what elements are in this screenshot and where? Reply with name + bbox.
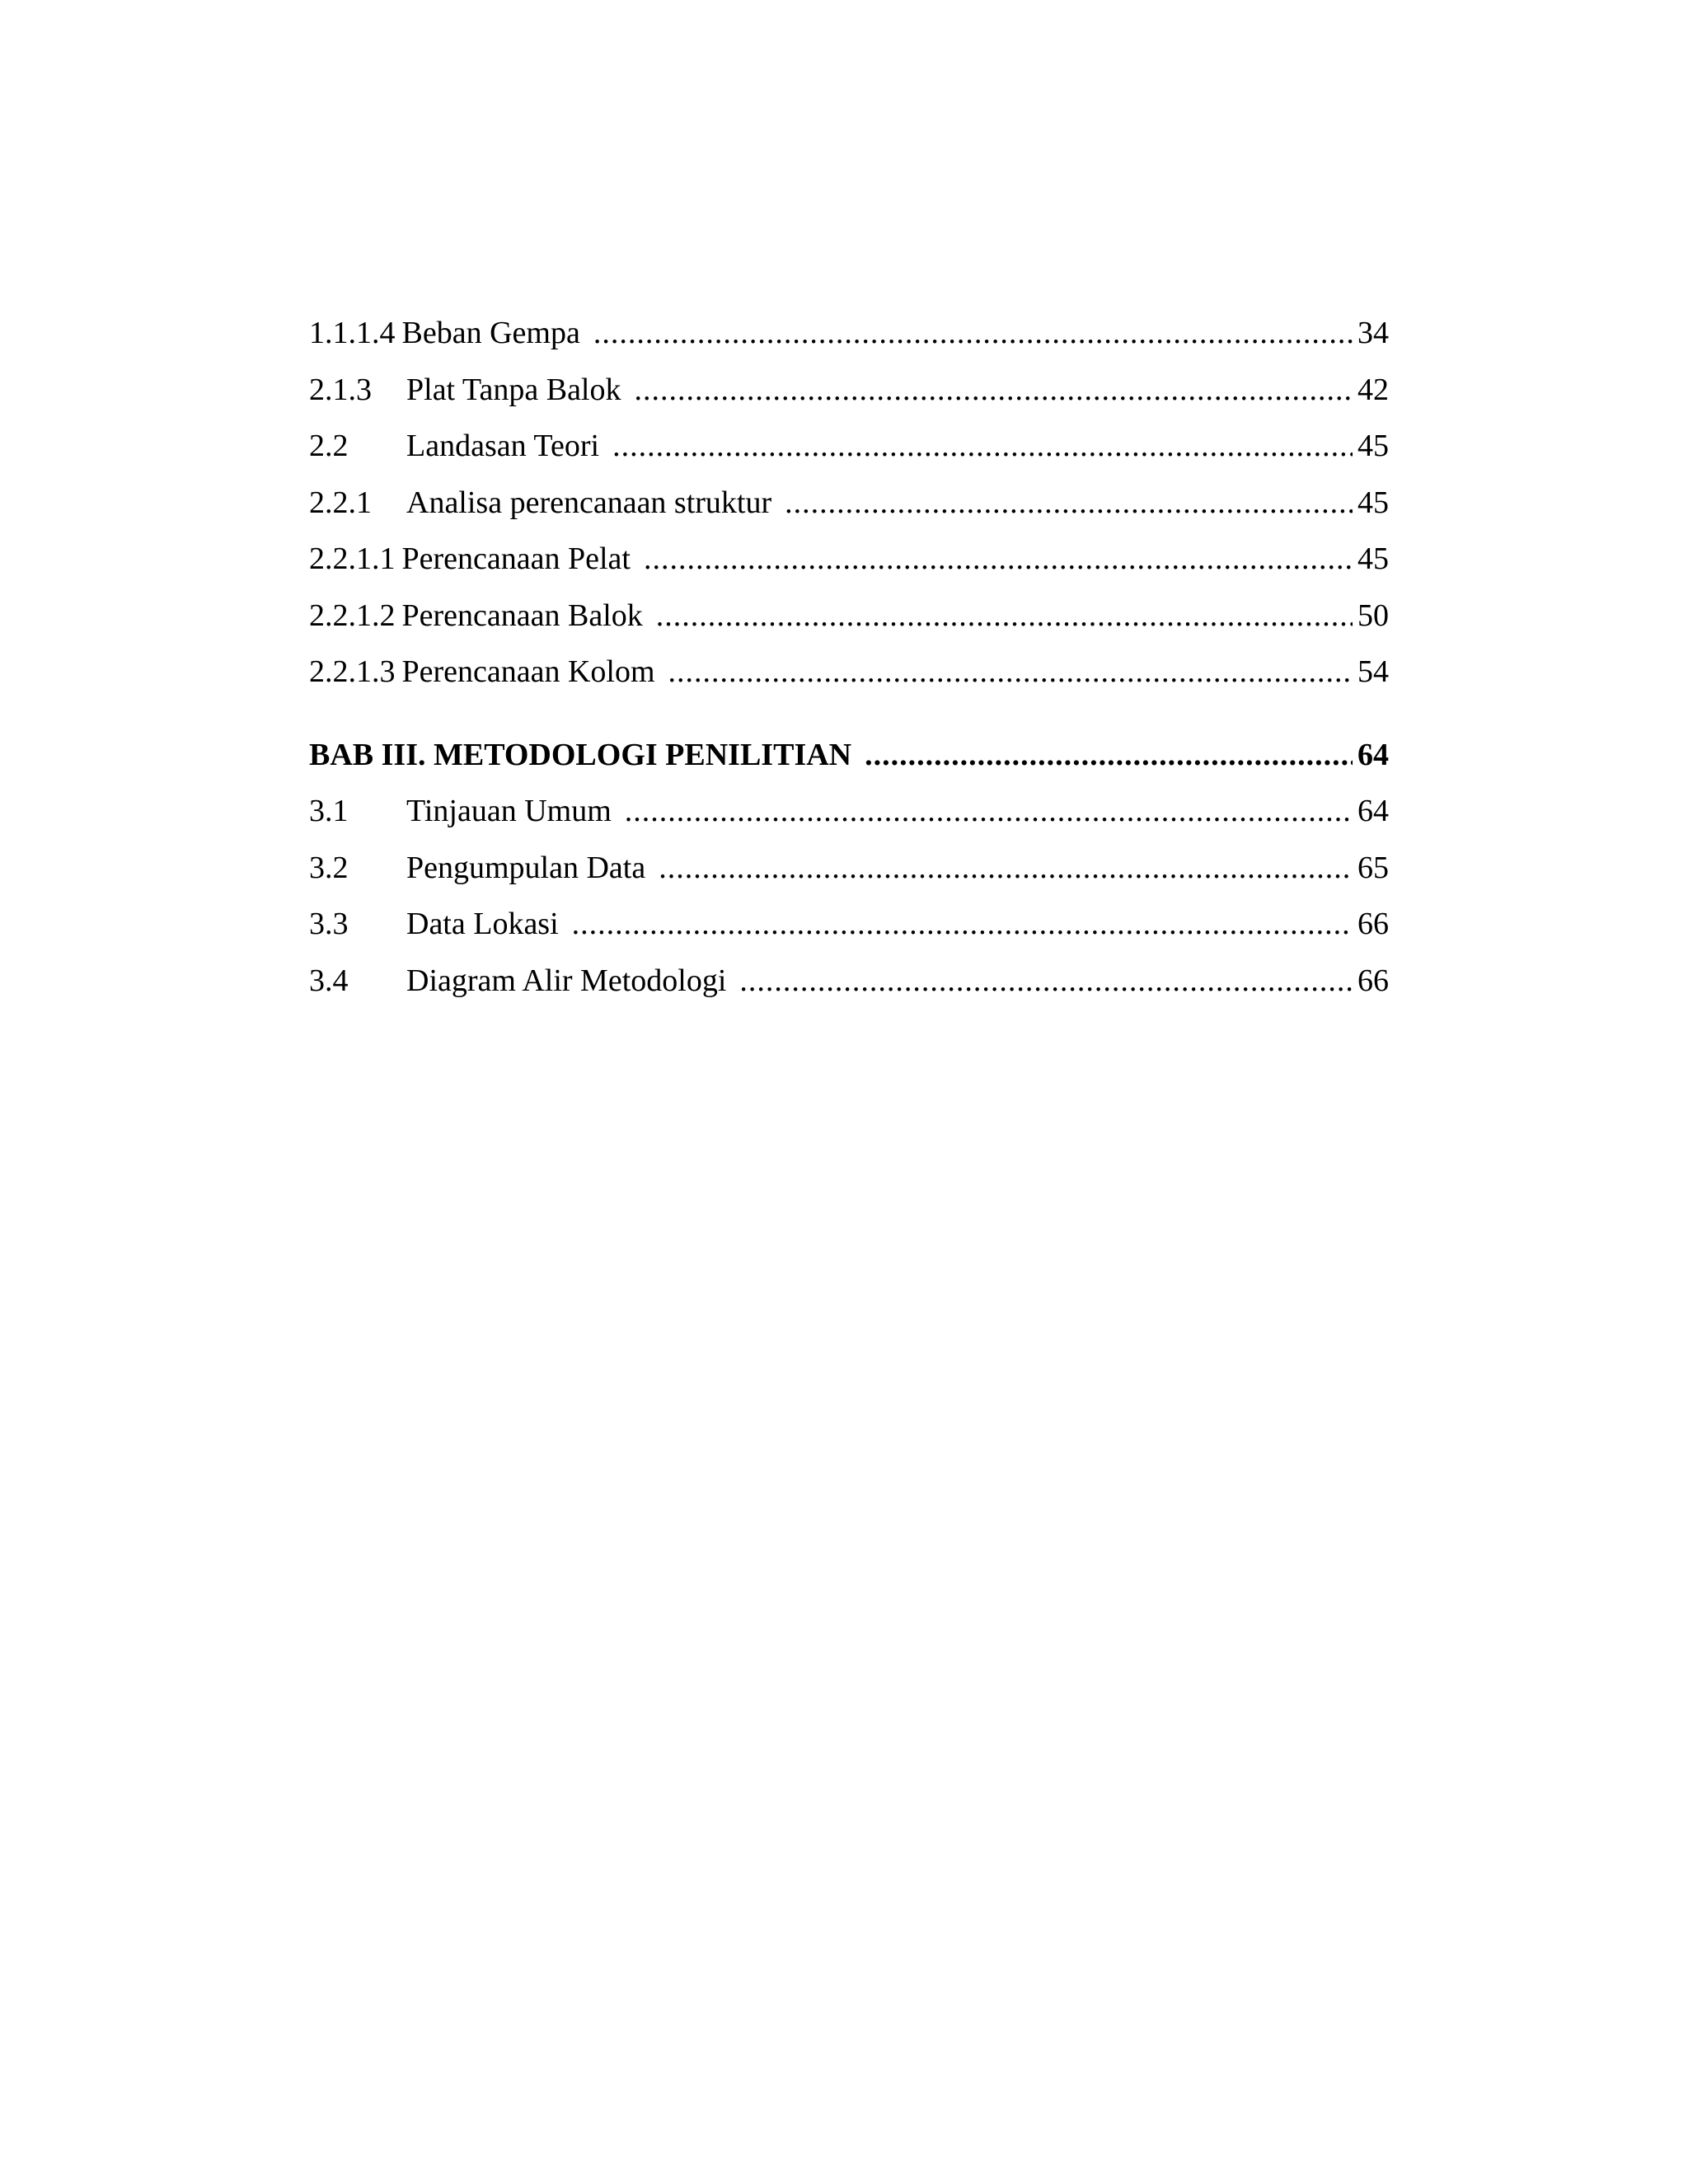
toc-entry-title: Perencanaan Balok — [401, 598, 643, 633]
toc-entry-number: 2.2 — [309, 429, 349, 463]
toc-entry-title: Pengumpulan Data — [406, 850, 646, 885]
toc-leader-dots — [593, 305, 1353, 362]
toc-entry-page: 45 — [1357, 485, 1389, 520]
toc-entry[interactable] — [309, 362, 1389, 419]
toc-entry-number: 3.1 — [309, 794, 349, 828]
toc-entry[interactable] — [309, 783, 1389, 840]
toc-leader-dots — [644, 531, 1353, 588]
toc-entry-title: Analisa perencanaan struktur — [406, 485, 772, 520]
toc-entry-page: 64 — [1357, 737, 1389, 772]
toc-entry-title: Data Lokasi — [406, 907, 559, 941]
toc-entry-title: Landasan Teori — [406, 429, 600, 463]
toc-leader-dots — [668, 644, 1353, 701]
toc-entry-page: 45 — [1357, 429, 1389, 463]
toc-entry-page: 54 — [1357, 654, 1389, 689]
toc-leader-dots — [625, 783, 1353, 840]
toc-entry-number: 2.2.1.1 — [309, 541, 396, 576]
toc-entry-page: 66 — [1357, 907, 1389, 941]
toc-entry-number: 2.2.1 — [309, 485, 372, 520]
toc-chapter-heading[interactable] — [309, 727, 1389, 784]
toc-entry-title: Perencanaan Kolom — [401, 654, 655, 689]
toc-entry-title: Perencanaan Pelat — [401, 541, 631, 576]
toc-entry-number: 3.2 — [309, 850, 349, 885]
table-of-contents — [309, 305, 1389, 1009]
toc-leader-dots — [785, 475, 1353, 532]
toc-entry-page: 45 — [1357, 541, 1389, 576]
toc-entry-number: 2.1.3 — [309, 372, 372, 407]
toc-entry-number: 2.2.1.3 — [309, 654, 396, 689]
toc-leader-dots — [656, 588, 1353, 644]
toc-leader-dots — [865, 727, 1353, 784]
toc-entry-title: Beban Gempa — [401, 316, 580, 350]
toc-entry[interactable] — [309, 588, 1389, 644]
toc-entry[interactable] — [309, 644, 1389, 701]
toc-entry[interactable] — [309, 418, 1389, 475]
toc-entry-page: 65 — [1357, 850, 1389, 885]
toc-entry-page: 42 — [1357, 372, 1389, 407]
toc-entry-page: 66 — [1357, 963, 1389, 998]
toc-entry-number: 3.3 — [309, 907, 349, 941]
toc-entry[interactable] — [309, 305, 1389, 362]
toc-entry[interactable] — [309, 531, 1389, 588]
toc-entry-page: 50 — [1357, 598, 1389, 633]
toc-entry-title: Diagram Alir Metodologi — [406, 963, 727, 998]
toc-entry-title: Tinjauan Umum — [406, 794, 612, 828]
toc-entry-number: 3.4 — [309, 963, 349, 998]
toc-entry[interactable] — [309, 953, 1389, 1010]
toc-leader-dots — [572, 896, 1353, 953]
toc-leader-dots — [659, 840, 1353, 897]
toc-chapter-title: BAB III. METODOLOGI PENILITIAN — [309, 737, 852, 772]
toc-leader-dots — [612, 418, 1353, 475]
toc-entry-page: 34 — [1357, 316, 1389, 350]
toc-entry[interactable] — [309, 475, 1389, 532]
toc-entry-title: Plat Tanpa Balok — [406, 372, 621, 407]
toc-entry-number: 2.2.1.2 — [309, 598, 396, 633]
toc-entry[interactable] — [309, 896, 1389, 953]
toc-entry-page: 64 — [1357, 794, 1389, 828]
toc-leader-dots — [635, 362, 1353, 419]
toc-leader-dots — [739, 953, 1353, 1010]
toc-entry[interactable] — [309, 840, 1389, 897]
toc-entry-number: 1.1.1.4 — [309, 316, 396, 350]
